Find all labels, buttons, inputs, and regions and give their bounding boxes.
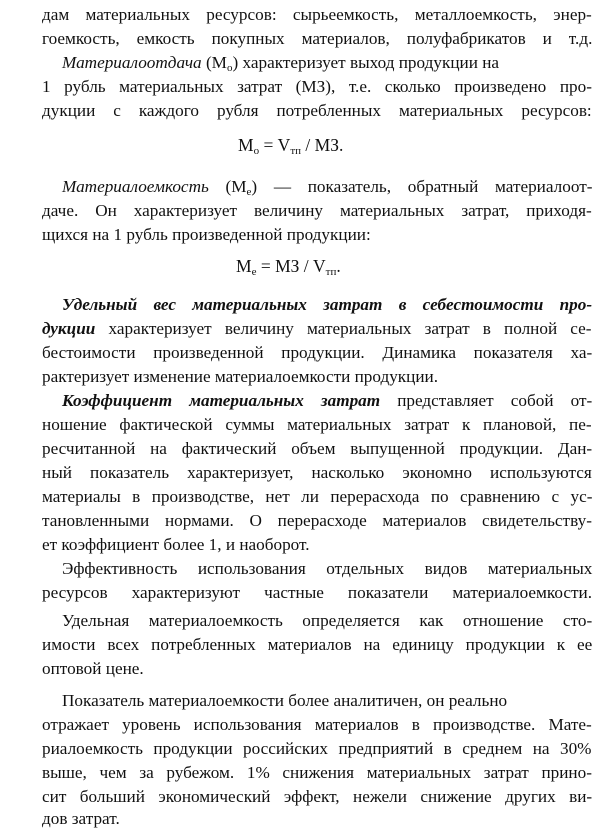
text-line: ный показатель характеризует, насколько экономно используются — [42, 463, 592, 482]
term-udelny-ves: Удельный вес материальных затрат в себестоимости про- — [62, 295, 593, 314]
text-line: тановленными нормами. О перерасходе материалов свидетельству- — [42, 511, 592, 530]
materialootdacha-definition: Материалоотдача $(М_о)$ характеризует выход продукции на — [62, 53, 500, 74]
text-line: дам материальных ресурсов: сырьеемкость, металлоемкость, энер- — [42, 5, 592, 24]
text-line: ресчитанной на фактический объем выпущенной продукции. Дан- — [42, 439, 593, 458]
term-koefficient: Коэффициент материальных затрат — [62, 391, 381, 410]
text-line: бестоимости произведенной продукции. Динамика показателя ха- — [42, 343, 593, 362]
text-line: дукции с каждого рубля потребленных материальных ресурсов: — [42, 101, 592, 120]
text-line: материалы в производстве, нет ли перерасхода по сравнению с ус- — [42, 487, 593, 506]
text-line: 1 рубль материальных затрат (МЗ), т.е. сколько произведено про- — [42, 77, 592, 96]
text-line: выше, чем за рубежом. 1% снижения материальных затрат прино- — [42, 763, 592, 782]
term-materialootdacha: Материалоотдача — [62, 53, 202, 72]
text-line: гоемкость, емкость покупных материалов, полуфабрикатов и т.д. — [42, 29, 593, 48]
text-line: дукции характеризует величину материальных затрат в полной се- — [42, 319, 592, 338]
text-line: оптовой цене. — [42, 659, 144, 678]
text-line: ресурсов характеризуют частные показатели материалоемкости. — [42, 583, 593, 602]
text-line — [62, 293, 592, 316]
text-line: рактеризует изменение материалоемкости продукции. — [42, 367, 439, 386]
text-line: Показатель материалоемкости более аналитичен, он реально — [62, 691, 508, 710]
text-line: Коэффициент материальных затрат представляет собой от- — [62, 391, 593, 410]
text-line: даче. Он характеризует величину материальных затрат, приходя- — [42, 201, 592, 220]
text-line: сит больший экономический эффект, нежели снижение других ви- — [42, 787, 593, 806]
formula-materialoemkost: $М_е$ = МЗ / $V_{тп}$. — [236, 256, 341, 278]
text-line: риалоемкость продукции российских предприятий в среднем на 30% — [42, 739, 592, 758]
text-line: ет коэффициент более 1, и наоборот. — [42, 535, 310, 554]
text-line: Эффективность использования отдельных видов материальных — [62, 559, 593, 578]
text-line: отражает уровень использования материалов в производстве. Мате- — [42, 715, 592, 734]
formula-materialootdacha: $М_о = V_{тп}$ / МЗ. — [238, 135, 344, 157]
text-line: Удельная материалоемкость определяется как отношение сто- — [62, 611, 593, 630]
term-materialoemkost: Материалоемкость — [62, 177, 209, 196]
materialoemkost-definition: Материалоемкость $(М_е)$ — показатель, обратный материалоот- — [62, 177, 593, 198]
text-line: ношение фактической суммы материальных затрат к плановой, пе- — [42, 415, 592, 434]
text-line: дов затрат. — [42, 809, 120, 828]
text-line: щихся на 1 рубль произведенной продукции: — [42, 225, 371, 244]
text-line: имости всех потребленных материалов на единицу продукции к ее — [42, 635, 593, 654]
